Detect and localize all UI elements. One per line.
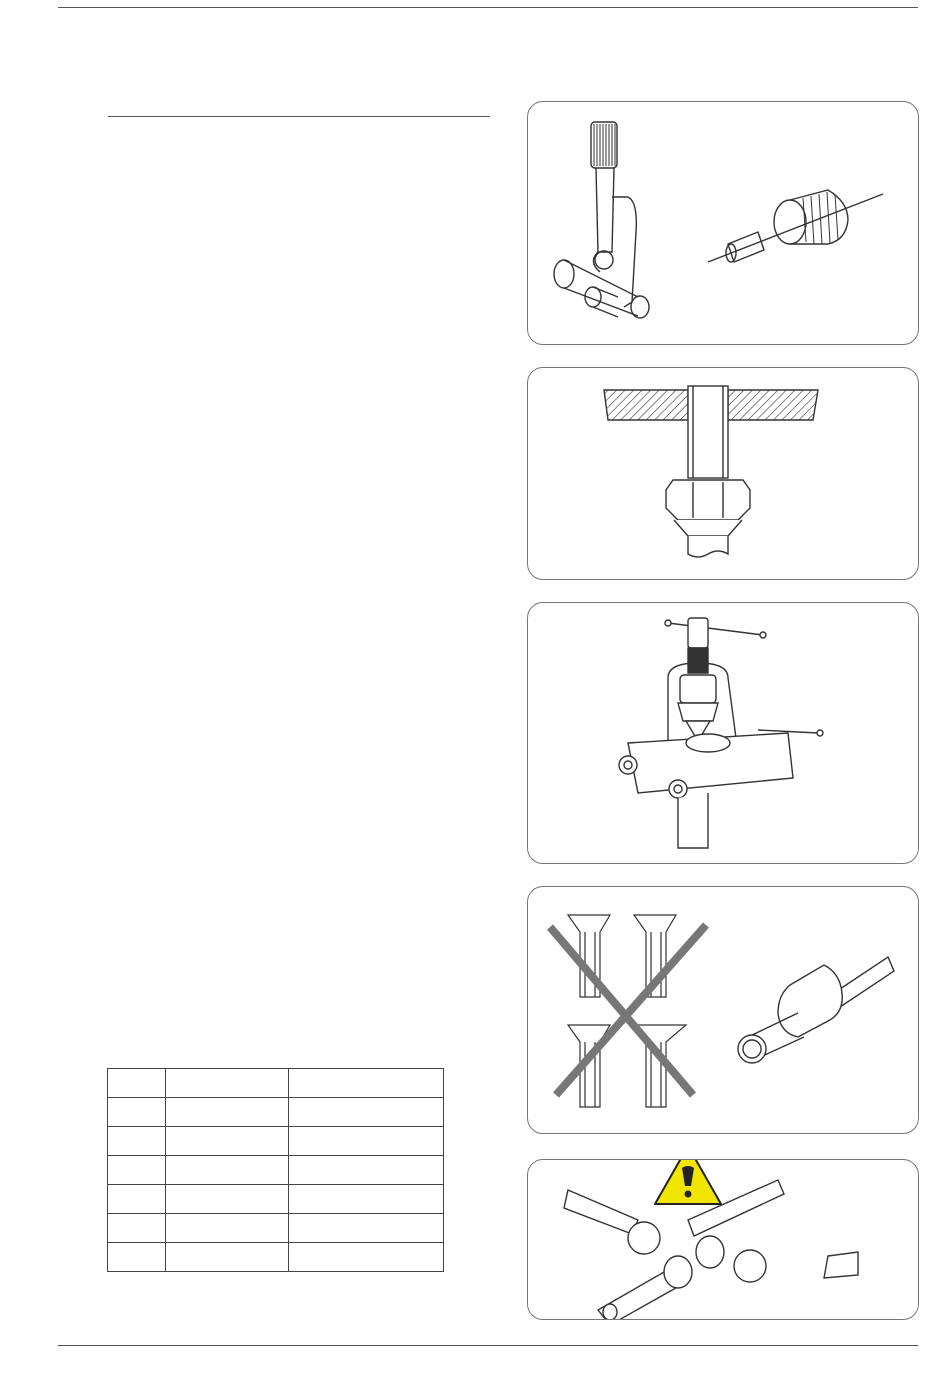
figure-pipe-cutter (527, 101, 919, 345)
table-cell (289, 1098, 444, 1127)
table-cell (108, 1243, 166, 1272)
pipe-cutter-icon (554, 122, 649, 318)
table-cell (108, 1185, 166, 1214)
table-cell (108, 1214, 166, 1243)
flare-nut-illustration (528, 368, 918, 579)
torque-table (107, 1068, 444, 1272)
figure-flaring-tool (527, 602, 919, 864)
good-flare-icon (738, 957, 894, 1063)
table-cell (166, 1098, 289, 1127)
flaring-tool-illustration (528, 603, 918, 863)
table-row (108, 1243, 444, 1272)
table-cell (289, 1185, 444, 1214)
table-row (108, 1185, 444, 1214)
top-rule (58, 7, 918, 8)
bad-flare-icon (550, 915, 706, 1107)
table-cell (166, 1069, 289, 1098)
table-cell (166, 1127, 289, 1156)
table-row (108, 1069, 444, 1098)
table-cell (166, 1243, 289, 1272)
torque-wrench-illustration (528, 1160, 918, 1319)
table-row (108, 1127, 444, 1156)
table-cell (289, 1243, 444, 1272)
table-cell (289, 1127, 444, 1156)
reamer-icon (708, 190, 883, 262)
table-cell (108, 1098, 166, 1127)
figure-flare-check (527, 886, 919, 1134)
table-row (108, 1156, 444, 1185)
figure-torque-wrenches (527, 1159, 919, 1320)
flaring-tool-icon (619, 618, 823, 848)
pipe-cutter-illustration (528, 102, 918, 344)
bottom-rule (58, 1345, 918, 1346)
table-cell (166, 1185, 289, 1214)
table-cell (108, 1127, 166, 1156)
heading-underline (108, 116, 490, 117)
table-row (108, 1098, 444, 1127)
table-cell (289, 1214, 444, 1243)
flare-nut-icon (604, 386, 818, 557)
figure-flare-nut-section (527, 367, 919, 580)
table-cell (166, 1156, 289, 1185)
table-row (108, 1214, 444, 1243)
flare-check-illustration (528, 887, 918, 1133)
table-cell (166, 1214, 289, 1243)
table-cell (289, 1156, 444, 1185)
table-cell (289, 1069, 444, 1098)
table-cell (108, 1069, 166, 1098)
table-cell (108, 1156, 166, 1185)
